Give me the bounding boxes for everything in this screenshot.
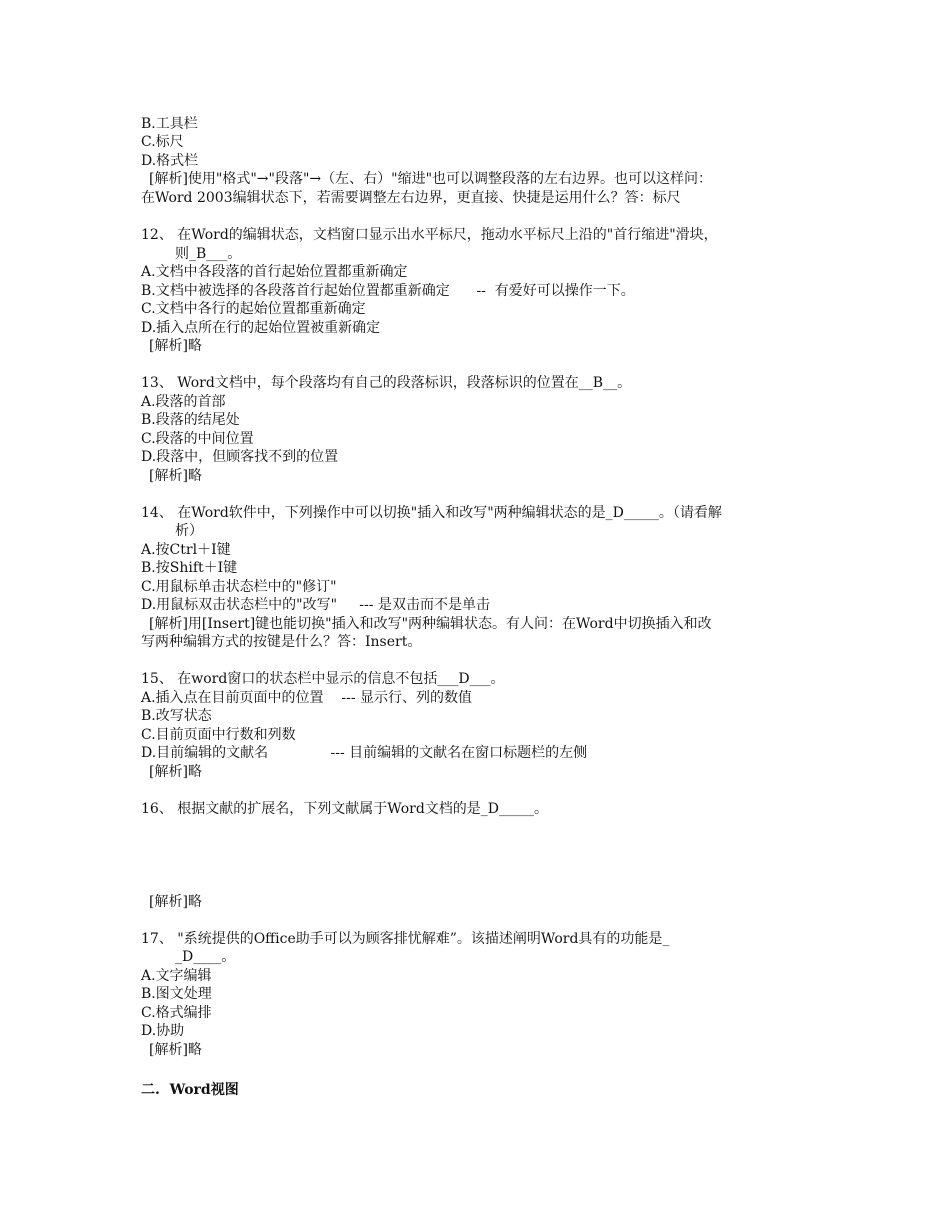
q13-option-b: B.段落的结尾处 <box>141 412 240 428</box>
q17-question-line-2: _D____。 <box>175 949 236 965</box>
q15-analysis: [解析]略 <box>149 764 202 780</box>
q14-option-d: D.用鼠标双击状态栏中的"改写" --- 是双击而不是单击 <box>141 597 490 613</box>
section-heading: 二. Word视图 <box>141 1082 239 1098</box>
q12-option-b: B.文档中被选择的各段落首行起始位置都重新确定 -- 有爱好可以操作一下。 <box>141 283 635 299</box>
q16-analysis: [解析]略 <box>149 894 202 910</box>
q12-analysis: [解析]略 <box>149 338 202 354</box>
q11-option-b: B.工具栏 <box>141 116 198 132</box>
q15-option-b: B.改写状态 <box>141 708 212 724</box>
q13-option-d: D.段落中，但顾客找不到的位置 <box>141 449 339 465</box>
q15-option-c: C.目前页面中行数和列数 <box>141 727 296 743</box>
q12-question-line-2: 则_B___。 <box>175 246 242 262</box>
q17-option-a: A.文字编辑 <box>141 968 212 984</box>
q17-option-d: D.协助 <box>141 1023 185 1039</box>
q11-analysis-line-1: [解析]使用"格式"→"段落"→（左、右）"缩进"也可以调整段落的左右边界。也可以这样问： <box>149 171 713 187</box>
q15-option-d: D.目前编辑的文献名 --- 目前编辑的文献名在窗口标题栏的左侧 <box>141 745 588 761</box>
q17-option-c: C.格式编排 <box>141 1005 212 1021</box>
q11-option-d: D.格式栏 <box>141 153 199 169</box>
q14-option-c: C.用鼠标单击状态栏中的"修订" <box>141 579 337 595</box>
q11-option-c: C.标尺 <box>141 134 184 150</box>
q14-option-b: B.按Shift＋I键 <box>141 560 238 576</box>
q12-option-d: D.插入点所在行的起始位置被重新确定 <box>141 320 381 336</box>
q14-option-a: A.按Ctrl＋I键 <box>141 542 231 558</box>
q17-question-line-1: 17、 "系统提供的Office助手可以为顾客排忧解难”。该描述阐明Word具有的功能是_ <box>141 931 670 947</box>
q14-analysis-line-2: 写两种编辑方式的按键是什么？答：Insert。 <box>141 634 422 650</box>
q12-option-c: C.文档中各行的起始位置都重新确定 <box>141 301 366 317</box>
q14-analysis-line-1: [解析]用[Insert]键也能切换"插入和改写"两种编辑状态。有人问：在Word中切换插入和改 <box>149 616 712 632</box>
q17-analysis: [解析]略 <box>149 1042 202 1058</box>
q16-question: 16、 根据文献的扩展名，下列文献属于Word文档的是_D_____。 <box>141 801 549 817</box>
q13-option-c: C.段落的中间位置 <box>141 431 254 447</box>
q13-option-a: A.段落的首部 <box>141 394 226 410</box>
q14-question-line-2: 析） <box>175 523 203 539</box>
q13-analysis: [解析]略 <box>149 468 202 484</box>
q14-question-line-1: 14、 在Word软件中，下列操作中可以切换"插入和改写"两种编辑状态的是_D_____。（请看解 <box>141 505 722 521</box>
q11-analysis-line-2: 在Word 2003编辑状态下，若需要调整左右边界，更直接、快捷是运用什么？答：标尺 <box>141 190 681 206</box>
q15-option-a: A.插入点在目前页面中的位置 --- 显示行、列的数值 <box>141 690 473 706</box>
q15-question: 15、 在word窗口的状态栏中显示的信息不包括___D___。 <box>141 671 505 687</box>
q12-option-a: A.文档中各段落的首行起始位置都重新确定 <box>141 264 408 280</box>
q13-question: 13、 Word文档中，每个段落均有自己的段落标识，段落标识的位置在__B__。 <box>141 375 632 391</box>
q17-option-b: B.图文处理 <box>141 986 212 1002</box>
q12-question-line-1: 12、 在Word的编辑状态，文档窗口显示出水平标尺，拖动水平标尺上沿的"首行缩进"滑块， <box>141 227 718 243</box>
